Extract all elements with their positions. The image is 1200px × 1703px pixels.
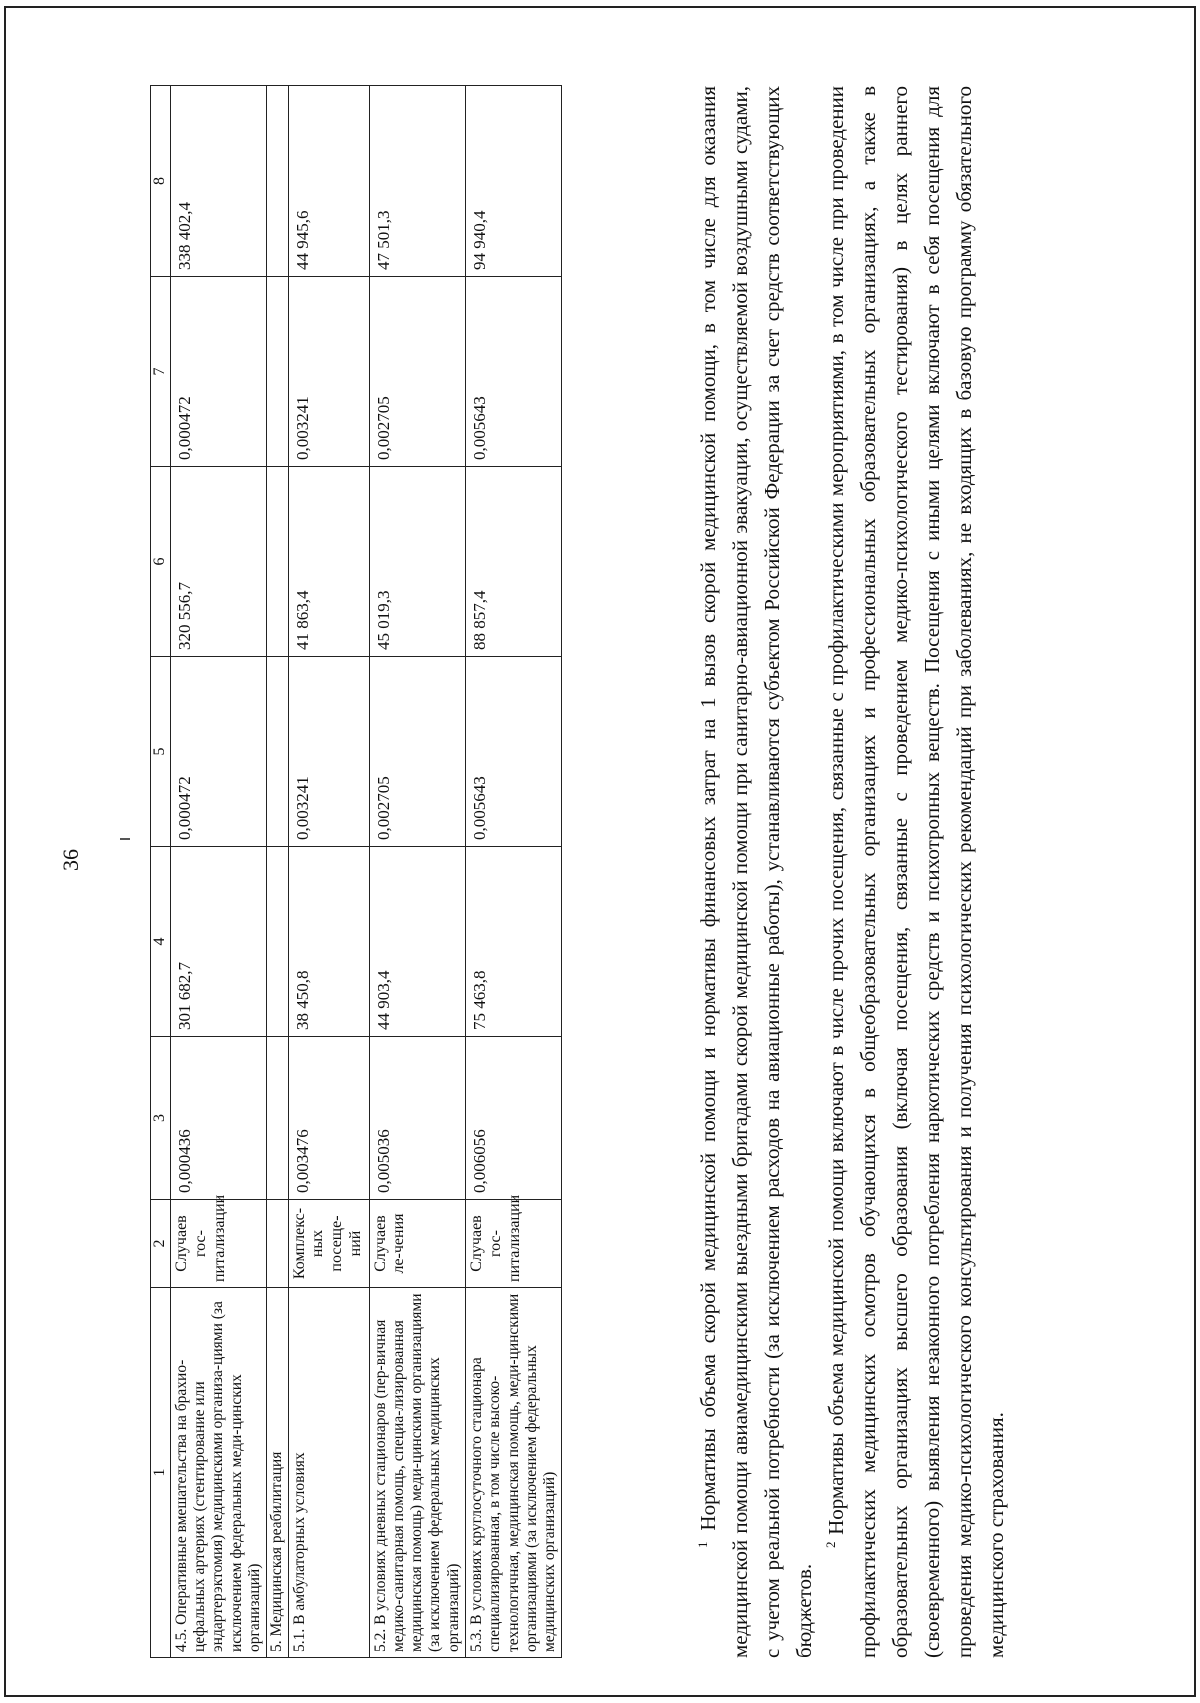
cell-value: 0,005643 — [465, 657, 561, 847]
column-number-row — [151, 86, 171, 1658]
cell-value: 0,000436 — [170, 1037, 266, 1200]
cell-value: 44 903,4 — [369, 847, 465, 1037]
footnotes — [692, 86, 1012, 1658]
norms-table — [150, 85, 562, 1658]
section-title: 5. Медицинская реабилитация — [267, 1288, 288, 1658]
table-row — [465, 86, 561, 1658]
row-unit: Комплекс-ных посеще-ний — [288, 1200, 369, 1288]
cell-value: 75 463,8 — [465, 847, 561, 1037]
row-name: 5.2. В условиях дневных стационаров (пер-вичная медико-санитарная помощь, специа-лизированная медицинская помощь) меди-цинскими организациями (за исключением федеральных медицинских организаций) — [369, 1288, 465, 1658]
cell-value: 0,000472 — [170, 657, 266, 847]
cell-value: 301 682,7 — [170, 847, 266, 1037]
cell-value: 88 857,4 — [465, 467, 561, 657]
cell-value: 47 501,3 — [369, 86, 465, 277]
cell-value: 94 940,4 — [465, 86, 561, 277]
column-number: 8 — [151, 86, 171, 277]
column-number: 3 — [151, 1037, 171, 1200]
footnote-marker: 1 — [695, 1541, 710, 1548]
table-row — [369, 86, 465, 1658]
cell-value: 0,002705 — [369, 657, 465, 847]
row-unit: Случаев гос-питализации — [465, 1200, 561, 1288]
rotated-content — [40, 40, 1160, 1680]
cell-value: 0,003241 — [288, 277, 369, 467]
row-name: 5.3. В условиях круглосуточного стационара специализированная, в том числе высоко-технологичная, медицинская помощь, меди-цинскими организациями (за исключением федеральных медицинских организаций) — [465, 1288, 561, 1658]
cell-value: 0,003476 — [288, 1037, 369, 1200]
row-unit: Случаев гос-питализации — [170, 1200, 266, 1288]
cell-value: 0,000472 — [170, 277, 266, 467]
cell-value: 320 556,7 — [170, 467, 266, 657]
column-number: 7 — [151, 277, 171, 467]
page-number: 36 — [58, 849, 83, 871]
cell-value: 45 019,3 — [369, 467, 465, 657]
column-number: 2 — [151, 1200, 171, 1288]
footnote — [692, 86, 820, 1658]
column-number: 6 — [151, 467, 171, 657]
cell-value: 338 402,4 — [170, 86, 266, 277]
cell-value: 0,005036 — [369, 1037, 465, 1200]
cell-value: 0,005643 — [465, 277, 561, 467]
cell-value: 44 945,6 — [288, 86, 369, 277]
cell-value: 0,006056 — [465, 1037, 561, 1200]
row-unit: Случаев ле-чения — [369, 1200, 465, 1288]
footnote-text: Нормативы объема скорой медицинской помощи и нормативы финансовых затрат на 1 вызов скорой медицинской помощи, в том числе для оказания медицинской помощи авиамедицинскими выездными бригадами скорой медицинской помощи при санитарно-авиационной эвакуации, осуществляемой воздушными судами, с учетом реальной потребности (за исключением расходов на авиационные работы), устанавливаются субъектом Российской Федерации за счет средств соответствующих бюджетов. — [696, 86, 816, 1658]
footnote-text: Нормативы объема медицинской помощи включают в числе прочих посещения, связанные с профилактическими мероприятиями, в том числе при проведении профилактических медицинских осмотров обучающихся в общеобразовательных организациях и профессиональных образовательных организациях, а также в образовательных организациях высшего образования (включая посещения, связанные с проведением медико-психологического тестирования) в целях раннего (своевременного) выявления незаконного потребления наркотических средств и психотропных веществ. Посещения с иными целями включают в себя посещения для проведения медико-психологического консультирования и получения психологических рекомендаций при заболеваниях, не входящих в базовую программу обязательного медицинского страхования. — [824, 86, 1008, 1658]
section-row — [267, 86, 288, 1658]
cell-value: 38 450,8 — [288, 847, 369, 1037]
column-number: 4 — [151, 847, 171, 1037]
row-name: 4.5. Оперативные вмешательства на брахио-цефальных артериях (стентирование или эндартерэктомия) медицинскими организа-циями (за исключением федеральных меди-цинских организаций) — [170, 1288, 266, 1658]
footnote-marker: 2 — [823, 1541, 838, 1548]
column-number: 1 — [151, 1288, 171, 1658]
cell-value: 41 863,4 — [288, 467, 369, 657]
table-row — [288, 86, 369, 1658]
row-name: 5.1. В амбулаторных условиях — [288, 1288, 369, 1658]
cell-value: 0,002705 — [369, 277, 465, 467]
column-number: 5 — [151, 657, 171, 847]
table-row — [170, 86, 266, 1658]
cell-value: 0,003241 — [288, 657, 369, 847]
footnote — [820, 86, 1012, 1658]
